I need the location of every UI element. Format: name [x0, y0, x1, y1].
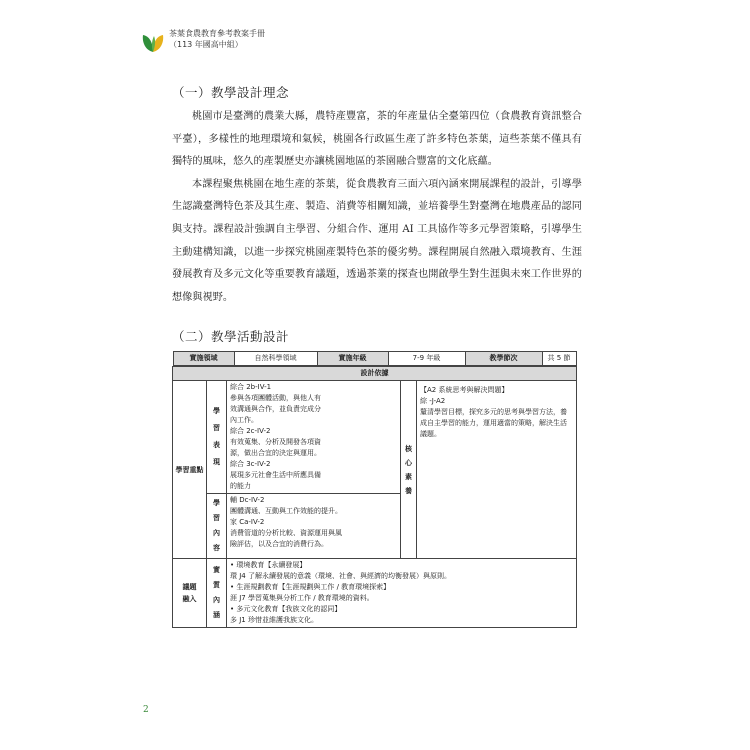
periods-label: 教學節次: [465, 352, 542, 366]
content-list: [227, 494, 401, 559]
performance-item: 綜合 2b-IV-1參與各項團體活動，與他人有效溝通與合作，並負責完成分內工作。: [230, 383, 321, 424]
table-header-row: [173, 351, 577, 367]
content-label: 學習內容: [207, 494, 227, 559]
performance-item: 綜合 2c-IV-2有效蒐集、分析及開發各項資源，做出合宜的決定與運用。: [230, 427, 321, 457]
paragraph-1: 桃園市是臺灣的農業大縣，農特產豐富，茶的年產量佔全臺第四位（食農教育資訊整合平臺），多樣性的地理環境和氣候，桃園各行政區生產了許多特色茶葉，這些茶葉不僅具有獨特的風味，悠久的產製歷史亦讓桃園地區的茶園融合豐富的文化底蘊。: [172, 111, 582, 168]
focus-label: 學習重點: [173, 381, 207, 559]
domain-label: 實施領域: [173, 352, 234, 366]
content-item: 家 Ca-IV-2消費管道的分析比較、資源運用與風險評估，以及合宜的消費行為。: [230, 518, 342, 548]
performance-label: 學習表現: [207, 381, 227, 494]
core-competency: [417, 381, 577, 559]
issue-bullet: • 環境教育【永續發展】: [230, 560, 573, 571]
core-text: 釐清學習目標，探究多元的思考與學習方法，養成自主學習的能力，運用適當的策略，解決生活議題。: [420, 408, 567, 438]
basis-title: 設計依據: [173, 367, 577, 381]
issues-list: [227, 559, 577, 628]
section1-heading: （一）教學設計理念: [172, 85, 290, 100]
header-text: [169, 28, 265, 50]
core-code: 綜 -J-A2: [420, 397, 446, 405]
section2-heading: （二）教學活動設計: [172, 329, 290, 344]
performance-list: [227, 381, 401, 494]
issue-line: 環 J4 了解永續發展的意義（環境、社會、與經濟的均衡發展）與原則。: [230, 572, 451, 580]
core-title: 【A2 系統思考與解決問題】: [420, 386, 509, 394]
issue-bullet: • 多元文化教育【我族文化的認同】: [230, 604, 573, 615]
section1-body: [172, 106, 582, 309]
content-item: 輔 Dc-IV-2團體溝通、互動與工作效能的提升。: [230, 496, 342, 515]
basis-row: [173, 367, 577, 381]
lesson-plan-table: [172, 351, 577, 628]
header-subtitle: （113 年國高中組）: [169, 40, 243, 49]
paragraph-2: 本課程聚焦桃園在地生產的茶葉，從食農教育三面六項內涵來開展課程的設計，引導學生認識臺灣特色茶及其生產、製造、消費等相關知識，並培養學生對臺灣在地農產品的認同與支持。課程設計強調自主學習、分組合作、運用 AI 工具協作等多元學習策略，引導學生主動建構知識，以進一步探究桃園產製特色茶的優劣勢。課程開展自然融入環境教育、生涯發展教育及多元文化等重要教育議題，透過茶業的探查也開啟學生對生涯與未來工作世界的想像與視野。: [172, 178, 582, 303]
header-title: 茶葉食農教育參考教案手冊: [169, 29, 265, 38]
issue-line: 涯 J7 學習蒐集與分析工作 / 教育環境的資料。: [230, 594, 374, 602]
issue-bullet: • 生涯規劃教育【生涯規劃與工作 / 教育環境探索】: [230, 582, 573, 593]
performance-item: 綜合 3c-IV-2展現多元社會生活中所應具備的能力: [230, 460, 321, 490]
grade-value: 7-9 年級: [388, 352, 465, 366]
core-label: 核心素養: [401, 381, 417, 559]
domain-value: 自然科學領域: [234, 352, 317, 366]
periods-value: 共 5 節: [542, 352, 576, 366]
page-number: 2: [143, 705, 149, 715]
header-info-table: [173, 351, 577, 366]
substance-label: 實質內涵: [207, 559, 227, 628]
performance-row: [173, 381, 577, 494]
leaf-logo-icon: [141, 32, 165, 54]
issue-line: 多 J1 珍惜並維護我族文化。: [230, 616, 318, 624]
issues-row: [173, 559, 577, 628]
issues-label: 議題融入: [173, 559, 207, 628]
grade-label: 實施年級: [317, 352, 388, 366]
